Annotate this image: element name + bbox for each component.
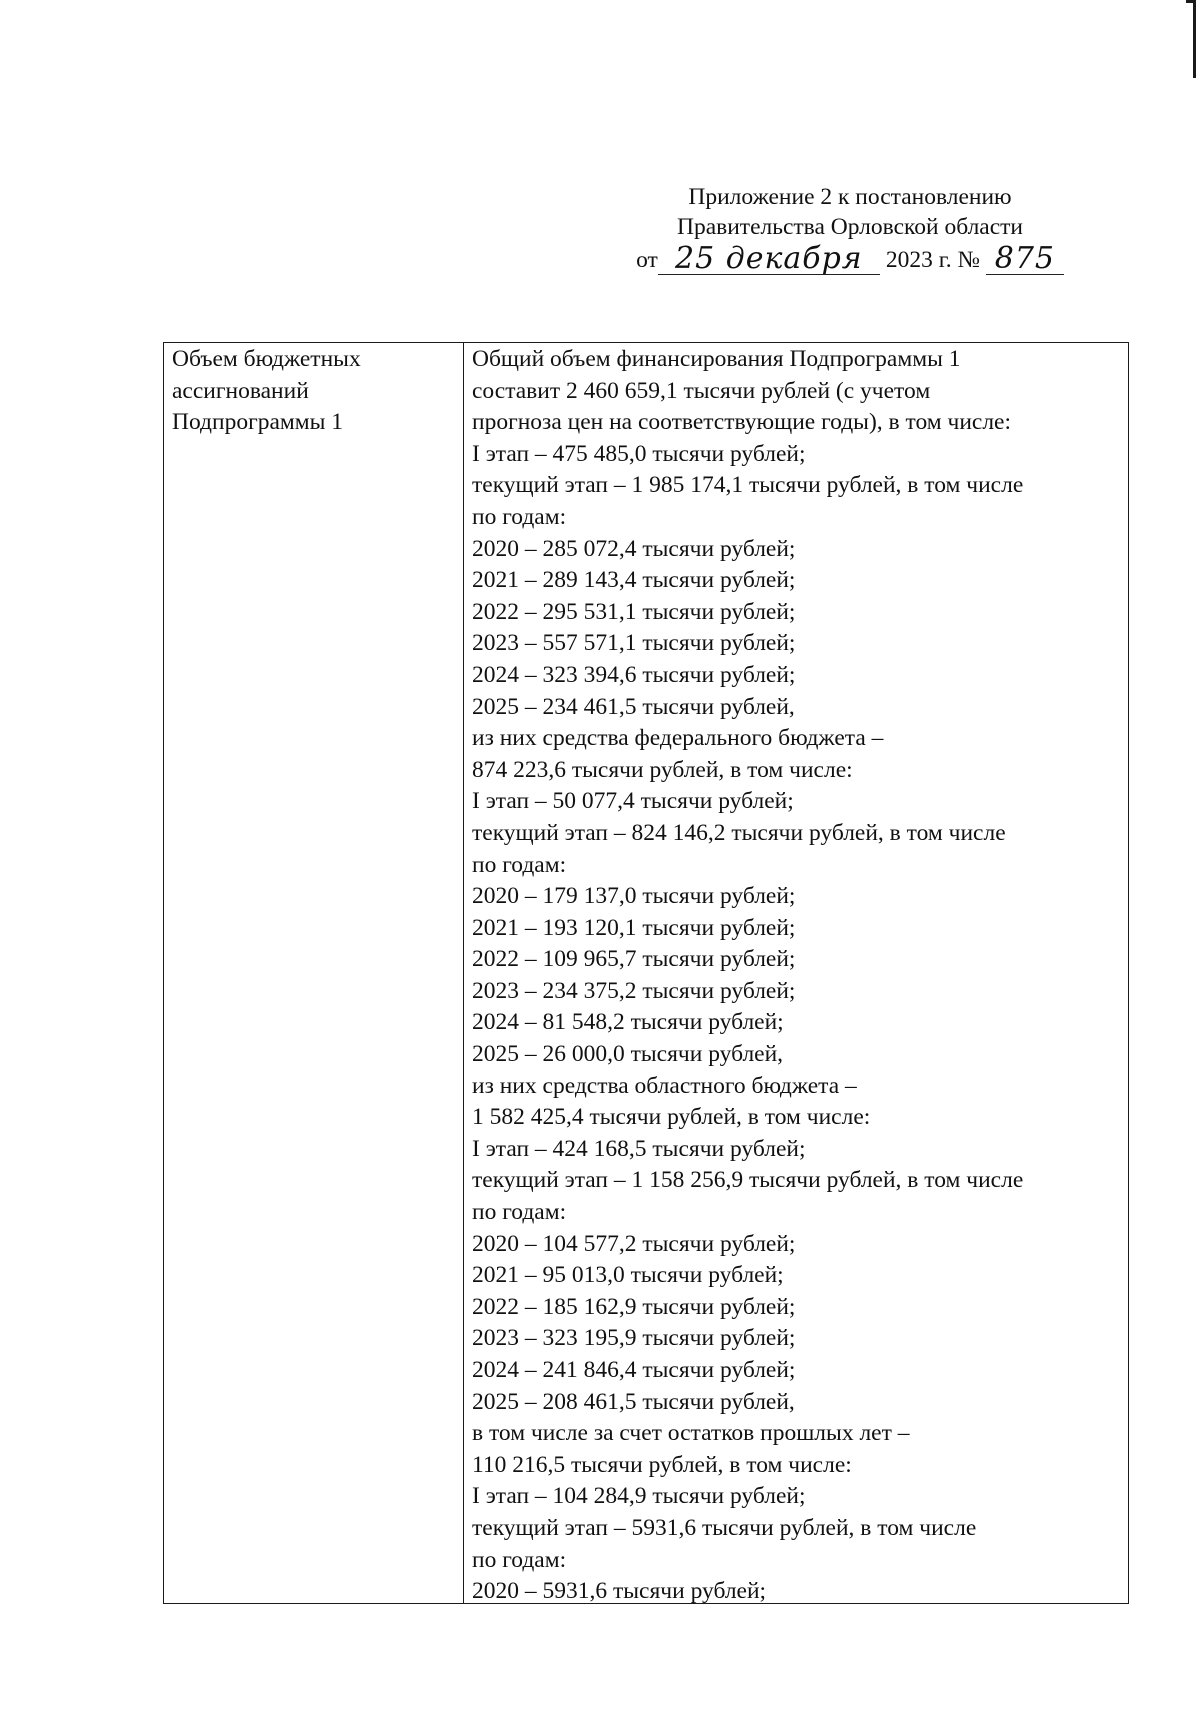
table-label-cell (164, 343, 464, 1603)
content-line: 110 216,5 тысячи рублей, в том числе: (472, 1451, 852, 1478)
content-line: I этап – 104 284,9 тысячи рублей; (472, 1483, 806, 1510)
content-line: текущий этап – 1 158 256,9 тысячи рублей, в том числе (472, 1167, 1024, 1194)
content-line: 2020 – 285 072,4 тысячи рублей; (472, 535, 796, 562)
content-line: 2020 – 5931,6 тысячи рублей; (472, 1578, 767, 1605)
content-line: 2020 – 179 137,0 тысячи рублей; (472, 883, 796, 910)
content-line: 2021 – 193 120,1 тысячи рублей; (472, 914, 796, 941)
content-line: по годам: (472, 851, 567, 878)
label-line: Объем бюджетных (172, 346, 361, 372)
content-line: по годам: (472, 1199, 567, 1226)
content-line: I этап – 475 485,0 тысячи рублей; (472, 440, 806, 467)
content-line: I этап – 50 077,4 тысячи рублей; (472, 788, 794, 815)
scan-edge-mark-top (1186, 0, 1196, 3)
content-line: текущий этап – 5931,6 тысячи рублей, в том числе (472, 1514, 977, 1541)
content-line: составит 2 460 659,1 тысячи рублей (с учетом (472, 377, 931, 404)
content-line: из них средства областного бюджета – (472, 1072, 857, 1099)
content-line: текущий этап – 1 985 174,1 тысячи рублей, в том числе (472, 472, 1024, 499)
content-line: из них средства федерального бюджета – (472, 725, 884, 752)
content-line: 874 223,6 тысячи рублей, в том числе: (472, 756, 853, 783)
content-line: 2023 – 557 571,1 тысячи рублей; (472, 630, 796, 657)
content-line: 2022 – 185 162,9 тысячи рублей; (472, 1293, 796, 1320)
content-line: 2022 – 109 965,7 тысячи рублей; (472, 946, 796, 973)
table-content-cell (464, 343, 1128, 1603)
content-line: 2025 – 234 461,5 тысячи рублей, (472, 693, 795, 720)
content-line: 2025 – 26 000,0 тысячи рублей, (472, 1041, 784, 1068)
budget-table (163, 342, 1129, 1604)
content-line: 1 582 425,4 тысячи рублей, в том числе: (472, 1104, 871, 1131)
from-prefix: от (636, 247, 658, 273)
content-line: текущий этап – 824 146,2 тысячи рублей, в том числе (472, 819, 1006, 846)
resolution-date-number (600, 241, 1100, 276)
government-name: Правительства Орловской области (676, 214, 1024, 240)
content-line: 2021 – 95 013,0 тысячи рублей; (472, 1262, 784, 1289)
content-line: 2021 – 289 143,4 тысячи рублей; (472, 567, 796, 594)
content-line: 2025 – 208 461,5 тысячи рублей, (472, 1388, 795, 1415)
content-line: 2023 – 323 195,9 тысячи рублей; (472, 1325, 796, 1352)
content-line: 2020 – 104 577,2 тысячи рублей; (472, 1230, 796, 1257)
handwritten-number: 875 (986, 244, 1064, 275)
content-line: по годам: (472, 503, 567, 530)
handwritten-date: 25 декабря (658, 244, 880, 275)
content-line: в том числе за счет остатков прошлых лет – (472, 1420, 910, 1447)
content-line: I этап – 424 168,5 тысячи рублей; (472, 1135, 806, 1162)
content-line: 2024 – 81 548,2 тысячи рублей; (472, 1009, 784, 1036)
scan-edge-mark (1193, 0, 1196, 78)
document-header (600, 182, 1100, 275)
content-line: по годам: (472, 1546, 567, 1573)
label-line: ассигнований (172, 377, 309, 404)
content-line: 2024 – 323 394,6 тысячи рублей; (472, 661, 796, 688)
label-line: Подпрограммы 1 (172, 409, 344, 436)
year-label: 2023 г. № (885, 247, 980, 273)
appendix-title: Приложение 2 к постановлению (688, 184, 1012, 210)
content-line: прогноза цен на соответствующие годы), в том числе: (472, 409, 1012, 436)
content-line: Общий объем финансирования Подпрограммы 1 (472, 346, 961, 372)
content-line: 2023 – 234 375,2 тысячи рублей; (472, 977, 796, 1004)
content-line: 2022 – 295 531,1 тысячи рублей; (472, 598, 796, 625)
content-line: 2024 – 241 846,4 тысячи рублей; (472, 1357, 796, 1383)
